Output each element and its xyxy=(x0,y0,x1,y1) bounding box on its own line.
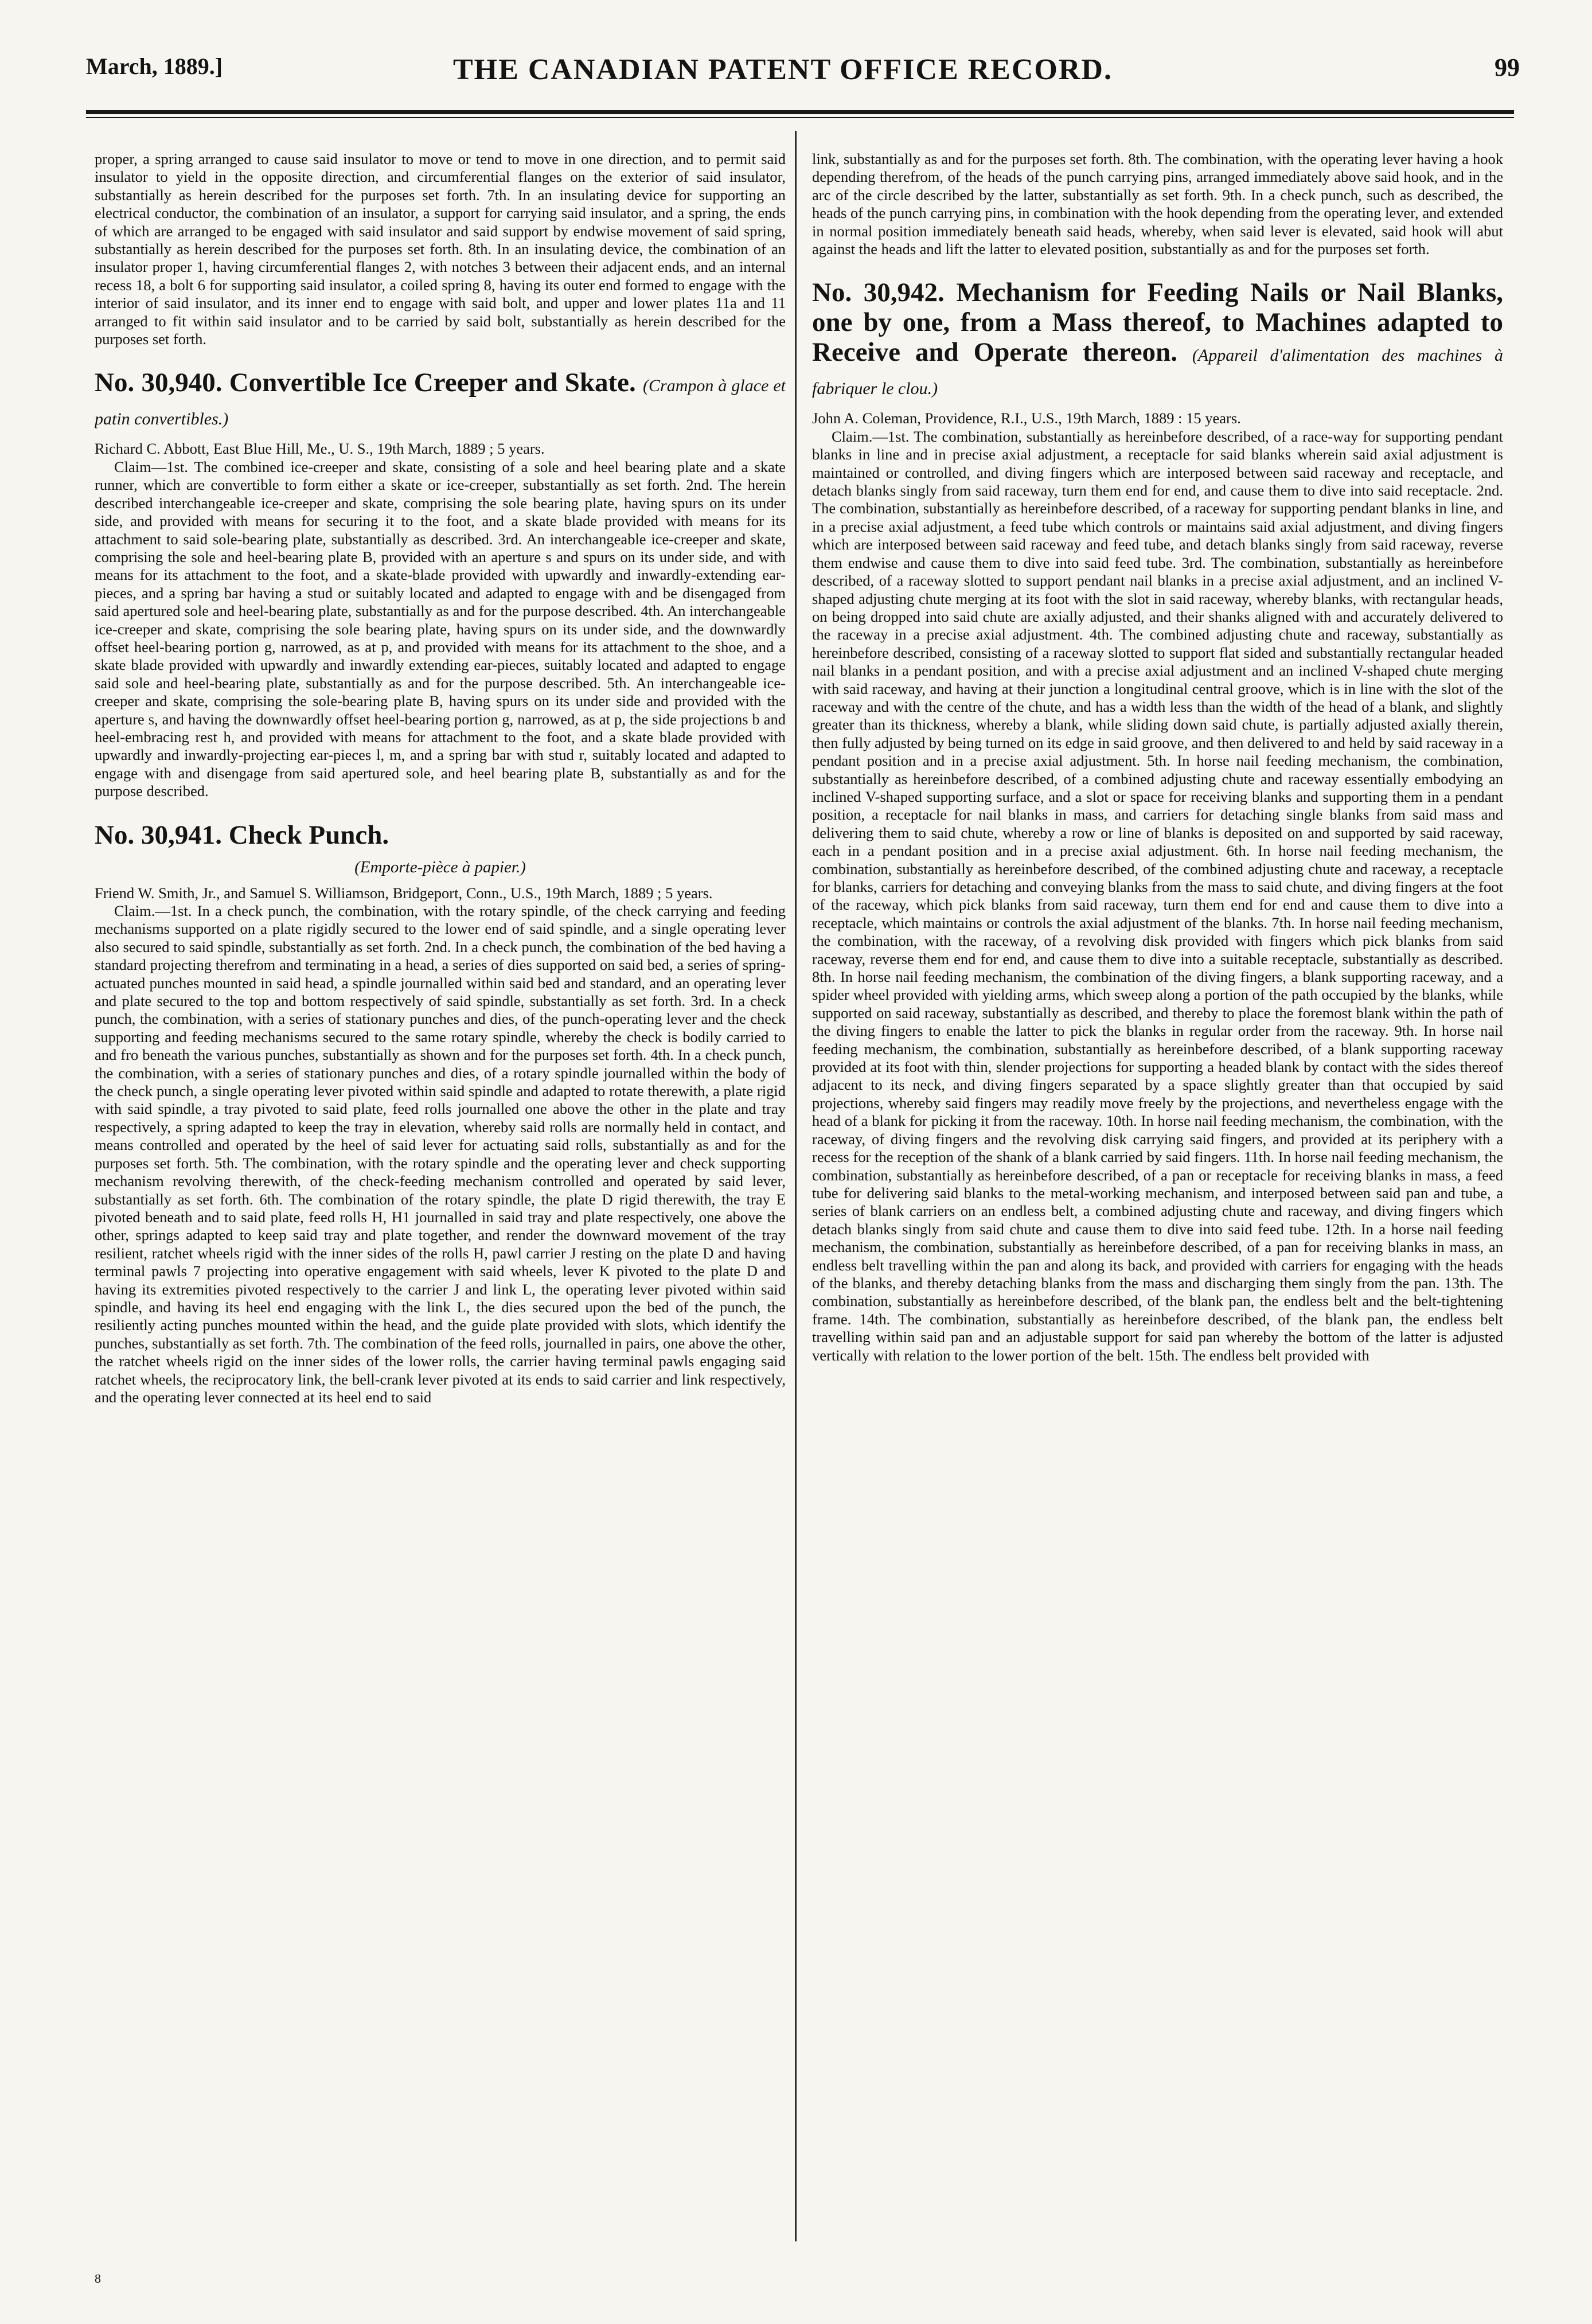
patent-number: No. 30,942. xyxy=(812,278,945,308)
page-header xyxy=(86,53,1520,99)
claim-text: Claim—1st. The combined ice-creeper and skate, consisting of a sole and heel bearing plate and a skate runner, which are convertible to form either a skate or ice-creeper, substantially as set forth. 2nd. The herein described interchangeable ice-creeper and skate, comprising the sole bearing plate, having spurs on its under side, and provided with means for securing it to the foot, and a skate blade provided with means for its attachment to said sole-bearing plate, substantially as described. 3rd. An interchangeable ice-creeper and skate, comprising the sole and heel-bearing plate B, provided with an aperture s and spurs on its under side, and with means for its attachment to the foot, and a skate-blade provided with upwardly and inwardly-extending ear-pieces, and a spring bar having a stud or suitably located and adapted to engage with and be disengaged from said apertured sole and heel-bearing plate, substantially as and for the purpose described. 4th. An interchangeable ice-creeper and skate, comprising the sole bearing plate, having spurs on its under side, and the downwardly offset heel-bearing portion g, narrowed, as at p, and provided with means for its attachment to the shoe, and a skate blade provided with upwardly and inwardly extending ear-pieces, suitably located and adapted to engage said sole and heel-bearing plate, substantially as and for the purpose described. 5th. An interchangeable ice-creeper and skate, comprising the sole-bearing plate B, having spurs on its under side and provided with the aperture s, and having the downwardly offset heel-bearing portion g, narrowed, as at p, the side projections b and heel-embracing rest h, and provided with means for attachment to the foot, and a skate blade provided with upwardly and inwardly-projecting ear-pieces l, m, and a spring bar with stud r, suitably located and adapted to engage with and disengage from said apertured sole, and heel bearing plate B, substantially as and for the purpose described. xyxy=(95,458,786,800)
patent-heading xyxy=(812,278,1503,404)
left-column xyxy=(95,150,786,2264)
french-title: (Crampon à glace et patin convertibles.) xyxy=(95,376,786,429)
patent-number: No. 30,940. xyxy=(95,368,223,398)
patent-title: Convertible Ice Creeper and Skate. xyxy=(229,368,636,398)
header-rule xyxy=(86,110,1514,114)
inventor-line: John A. Coleman, Providence, R.I., U.S., 19th March, 1889 : 15 years. xyxy=(812,410,1241,427)
page-number: 99 xyxy=(1495,53,1520,81)
continued-claim-text: link, substantially as and for the purposes set forth. 8th. The combination, with the operating lever having a hook depending therefrom, of the heads of the punch carrying pins, arranged immediately above said hook, and in the arc of the circle described by the latter, substantially as set forth. 9th. In a check punch, such as described, the heads of the punch carrying pins, in combination with the hook depending from the operating lever, and extended in normal position immediately beneath said heads, whereby, when said lever is elevated, said hook will abut against the heads and lift the latter to elevated position, substantially as and for the purposes set forth. xyxy=(812,150,1503,258)
continued-claim-text: proper, a spring arranged to cause said insulator to move or tend to move in one direction, and to permit said insulator to yield in the opposite direction, and circumferential flanges on the exterior of said insulator, substantially as herein described for the purposes set forth. 7th. In an insulating device for supporting an electrical conductor, the combination of an insulator, a support for carrying said insulator, and a spring, the ends of which are arranged to be engaged with said insulator and said support by endwise movement of said spring, substantially as herein described for the purposes set forth. 8th. In an insulating device, the combination of an insulator proper 1, having circumferential flanges 2, with notches 3 between their adjacent ends, and an internal recess 18, a bolt 6 for supporting said insulator, a coiled spring 8, having its outer end formed to engage with the interior of said insulator, and its inner end to engage with said bolt, and upper and lower plates 11a and 11 arranged to fit within said insulator and to be carried by said bolt, substantially as herein described for the purposes set forth. xyxy=(95,150,786,348)
patent-heading xyxy=(95,368,786,434)
patent-title: Check Punch. xyxy=(228,820,389,850)
publication-title: THE CANADIAN PATENT OFFICE RECORD. xyxy=(453,53,1113,86)
column-divider xyxy=(795,131,797,2241)
patent-title: Mechanism for Feeding Nails or Nail Blanks, one by one, from a Mass thereof, to Machines adapted to Receive and Operate thereon. xyxy=(812,278,1503,368)
claim-text: Claim.—1st. The combination, substantially as hereinbefore described, of a race-way for supporting pendant blanks in line and in precise axial adjustment, a receptacle for said blanks wherein said axial adjustment is maintained or controlled, and diving fingers which are interposed between said raceway and receptacle, and detach blanks singly from said raceway, turn them end for end, and cause them to dive into said receptacle. 2nd. The combination, substantially as hereinbefore described, of a raceway for supporting pendant blanks in line, and in a precise axial adjustment, a feed tube which controls or maintains said axial adjustment, and diving fingers which are interposed between said raceway and feed tube, and detach blanks singly from said raceway, reverse them endwise and cause them to dive into said feed tube. 3rd. The combination, substantially as hereinbefore described, of a raceway slotted to support pendant nail blanks in a precise axial adjustment, and an inclined V-shaped adjusting chute merging at its foot with the slot in said raceway, whereby blanks, with rectangular heads, on being dropped into said chute are axially adjusted, and their shanks aligned with and accurately delivered to the raceway in a precise axial adjustment. 4th. The combined adjusting chute and raceway, substantially as hereinbefore described, consisting of a raceway slotted to support flat sided and substantially rectangular headed nail blanks in a pendant position, and with a precise axial adjustment and an inclined V-shaped chute merging with said raceway, and having at their junction a longitudinal central groove, which is in line with the slot of the raceway and with the centre of the chute, and has a width less than the width of the head of a blank, and slightly greater than its thickness, whereby a blank, while sliding down said chute, is partially adjusted axially therein, then fully adjusted by being turned on its edge in said groove, and then delivered to and held by said raceway in a pendant position and in a precise axial adjustment. 5th. In horse nail feeding mechanism, the combination, substantially as hereinbefore described, of a combined adjusting chute and raceway essentially embodying an inclined V-shaped supporting surface, and a slot or space for receiving blanks and supporting them in a pendant position, a receptacle for nail blanks in mass, and carriers for detaching single blanks from said mass and delivering them to said chute, whereby a row or line of blanks is deposited on and supported by said raceway, each in a pendant position and in a precise axial adjustment. 6th. In horse nail feeding mechanism, the combination, substantially as hereinbefore described, of the combined adjusting chute and raceway, a receptacle for blanks, carriers for detaching and conveying blanks from the mass to said chute, and diving fingers at the foot of the raceway, which pick blanks from said raceway, turn them end for end and cause them to dive into a receptacle, which maintains or controls the axial adjustment of the blanks. 7th. In horse nail feeding mechanism, the combination, with the raceway, of a revolving disk provided with fingers which pick blanks from said raceway, reverse them end for end, and cause them to dive into a suitable receptacle, substantially as described. 8th. In horse nail feeding mechanism, the combination of the diving fingers, a blank supporting raceway, and a spider wheel provided with yielding arms, which sweep along a portion of the path occupied by the blanks, while supported on said raceway, substantially as described, and thereby to place the foremost blank within the path of the diving fingers to enable the latter to pick the blanks in regular order from the raceway. 9th. In horse nail feeding mechanism, the combination, substantially as hereinbefore described, of a blank supporting raceway provided at its foot with thin, slender projections for supporting a headed blank by contact with the sides thereof adjacent to its neck, and diving fingers separated by a space slightly greater than that occupied by said projections, whereby said fingers may readily move freely by the projections, and nevertheless engage with the head of a blank for picking it from the raceway. 10th. In horse nail feeding mechanism, the combination, with the raceway, of diving fingers and the revolving disk carrying said fingers, and provided at its periphery with a recess for the reception of the shank of a blank carried by said fingers. 11th. In horse nail feeding mechanism, the combination, substantially as hereinbefore described, of a pan or receptacle for receiving blanks in mass, a feed tube for delivering said blanks to the metal-working mechanism, and interposed between said pan and tube, a series of blank carriers on an endless belt, a combined adjusting chute and raceway, and diving fingers which detach blanks singly from said chute and cause them to dive into said feed tube. 12th. In a horse nail feeding mechanism, the combination, substantially as hereinbefore described, of a pan for receiving blanks in mass, an endless belt travelling within the pan and along its back, and provided with carriers for engaging with the heads of the blanks, and thereby detaching blanks from the mass and discharging them singly from the pan. 13th. The combination, substantially as hereinbefore described, of the blank pan, the endless belt and the belt-tightening frame. 14th. The combination, substantially as hereinbefore described, of the blank pan, the endless belt travelling within said pan and an adjustable support for said pan whereby the bottom of the latter is adjusted vertically with relation to the lower portion of the belt. 15th. The endless belt provided with xyxy=(812,427,1503,1364)
patent-number: No. 30,941. xyxy=(95,820,222,850)
claim-text: Claim.—1st. In a check punch, the combination, with the rotary spindle, of the check carrying and feeding mechanisms supported on a plate rigidly secured to the lower end of said spindle, and a single operating lever also secured to said spindle, substantially as set forth. 2nd. In a check punch, the combination of the bed having a standard projecting therefrom and terminating in a head, a series of dies supported on said bed, a series of spring-actuated punches mounted in said head, a spindle journalled within said bed and standard, and an operating lever and plate secured to the top and bottom respectively of said spindle, substantially as set forth. 3rd. In a check punch, the combination, with a series of stationary punches and dies, of the punch-operating lever and the check supporting and feeding mechanisms secured to the same rotary spindle, whereby the check is bodily carried to and fro beneath the various punches, substantially as shown and for the purposes set forth. 4th. In a check punch, the combination, with a series of stationary punches and dies, of a rotary spindle journalled within the body of the check punch, a single operating lever pivoted within said spindle and adapted to rotate therewith, a plate rigid with said spindle, a tray pivoted to said plate, feed rolls journalled one above the other in the plate and tray respectively, a spring adapted to keep the tray in elevation, whereby said rolls are normally held in contact, and means controlled and operated by the heel of said lever for actuating said rolls, substantially as and for the purposes set forth. 5th. The combination, with the rotary spindle and the operating lever and check supporting mechanism revolving therewith, of the check-feeding mechanism controlled and operated by said lever, substantially as set forth. 6th. The combination of the rotary spindle, the plate D rigid therewith, the tray E pivoted beneath and to said plate, feed rolls H, H1 journalled in said tray and plate respectively, one above the other, springs adapted to keep said tray and plate together, and render the downward movement of the tray resilient, ratchet wheels rigid with the inner sides of the rolls H, pawl carrier J resting on the plate D and having terminal pawls 7 projecting into operative engagement with said wheels, lever K pivoted to the plate D and having its extremities pivoted respectively to the carrier J and link L, the operating lever pivoted within said spindle, and having its heel end engaging with the link L, the dies secured upon the bed of the punch, the resiliently acting punches mounted within the head, and the guide plate provided with slots, which identify the punches, substantially as set forth. 7th. The combination of the feed rolls, journalled in pairs, one above the other, the ratchet wheels rigid on the inner sides of the lower rolls, the carrier having terminal pawls engaging said ratchet wheels, the reciprocatory link, the bell-crank lever pivoted at its ends to said carrier and link respectively, and the operating lever connected at its heel end to said xyxy=(95,902,786,1406)
inventor-line: Friend W. Smith, Jr., and Samuel S. Williamson, Bridgeport, Conn., U.S., 19th March, 1889 ; 5 years. xyxy=(95,884,713,902)
issue-date: March, 1889.] xyxy=(86,53,223,79)
patent-entry-30940 xyxy=(95,368,786,800)
inventor-line: Richard C. Abbott, East Blue Hill, Me., U. S., 19th March, 1889 ; 5 years. xyxy=(95,440,545,458)
french-title: (Emporte-pièce à papier.) xyxy=(354,857,526,876)
right-column xyxy=(812,150,1503,2272)
patent-heading xyxy=(95,820,786,850)
header-rule-thin xyxy=(86,117,1514,118)
french-title: (Appareil d'alimentation des machines à fabriquer le clou.) xyxy=(812,346,1503,399)
patent-entry-30941 xyxy=(95,820,786,1407)
margin-mark: 8 xyxy=(95,2271,101,2286)
patent-entry-30942 xyxy=(812,278,1503,1364)
